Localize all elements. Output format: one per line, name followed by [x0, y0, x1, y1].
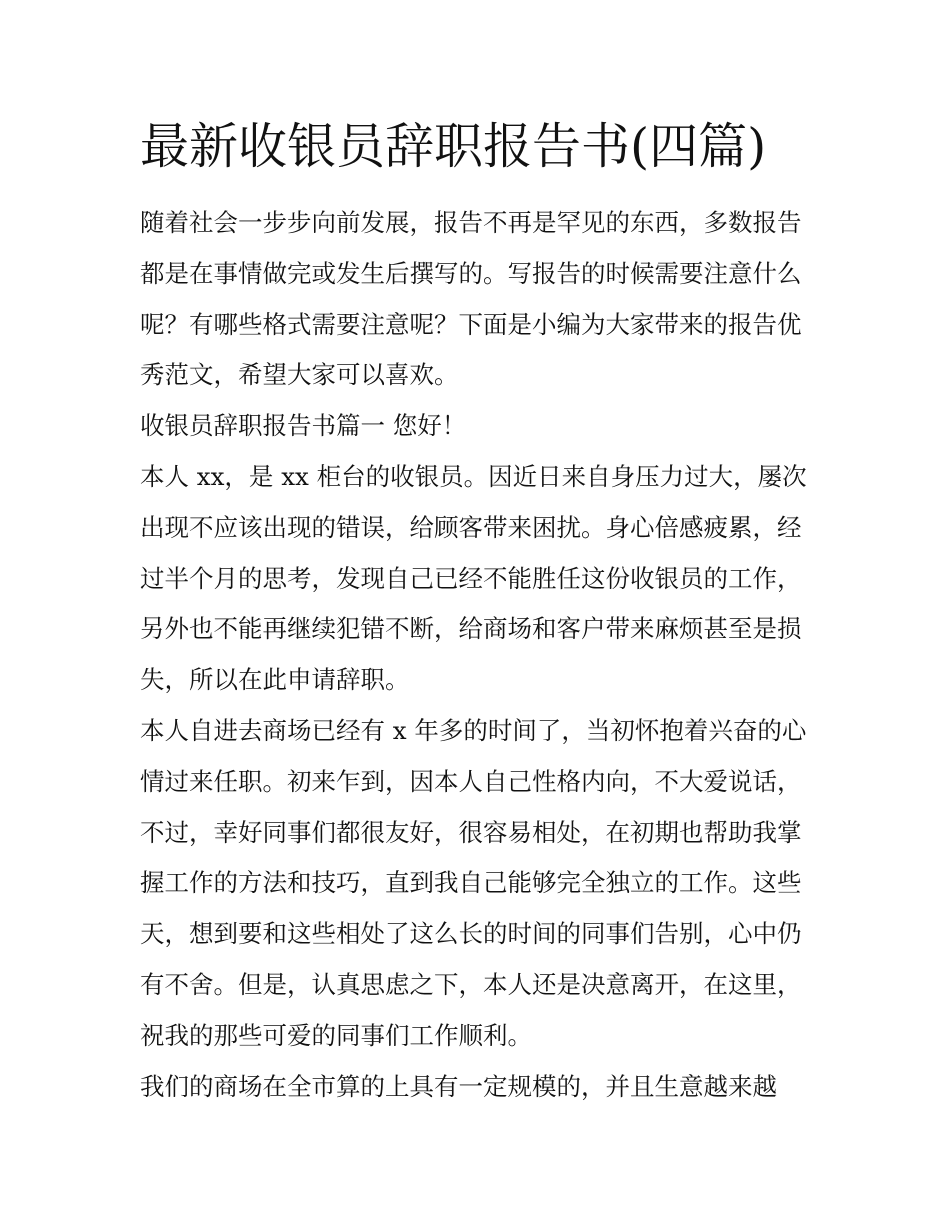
body-line: 我们的商场在全市算的上具有一定规模的，并且生意越来越 [140, 1071, 777, 1101]
body-line: 失，所以在此申请辞职。 [140, 665, 410, 695]
document-page [140, 0, 820, 1229]
body-line: 握工作的方法和技巧，直到我自己能够完全独立的工作。这些 [140, 868, 802, 898]
body-line: 本人自进去商场已经有 x 年多的时间了，当初怀抱着兴奋的心 [140, 715, 807, 745]
body-line: 有不舍。但是，认真思虑之下，本人还是决意离开，在这里， [140, 969, 802, 999]
document-body [140, 198, 820, 1112]
section-heading-line: 收银员辞职报告书篇一 您好！ [140, 411, 467, 441]
body-line: 呢？有哪些格式需要注意呢？下面是小编为大家带来的报告优 [140, 309, 802, 339]
body-line: 过半个月的思考，发现自己已经不能胜任这份收银员的工作， [140, 563, 802, 593]
body-line: 出现不应该出现的错误，给顾客带来困扰。身心倍感疲累，经 [140, 512, 802, 542]
body-line: 另外也不能再继续犯错不断，给商场和客户带来麻烦甚至是损 [140, 614, 802, 644]
body-line: 本人 xx，是 xx 柜台的收银员。因近日来自身压力过大，屡次 [140, 461, 807, 491]
document-title: 最新收银员辞职报告书(四篇) [140, 118, 767, 175]
body-line: 不过，幸好同事们都很友好，很容易相处，在初期也帮助我掌 [140, 817, 802, 847]
body-line: 随着社会一步步向前发展，报告不再是罕见的东西，多数报告 [140, 208, 802, 237]
body-line: 情过来任职。初来乍到，因本人自己性格内向，不大爱说话， [140, 766, 802, 796]
body-line: 秀范文，希望大家可以喜欢。 [140, 360, 459, 390]
body-line: 祝我的那些可爱的同事们工作顺利。 [140, 1020, 532, 1050]
body-line: 天，想到要和这些相处了这么长的时间的同事们告别，心中仍 [140, 919, 802, 949]
body-line: 都是在事情做完或发生后撰写的。写报告的时候需要注意什么 [140, 258, 802, 288]
